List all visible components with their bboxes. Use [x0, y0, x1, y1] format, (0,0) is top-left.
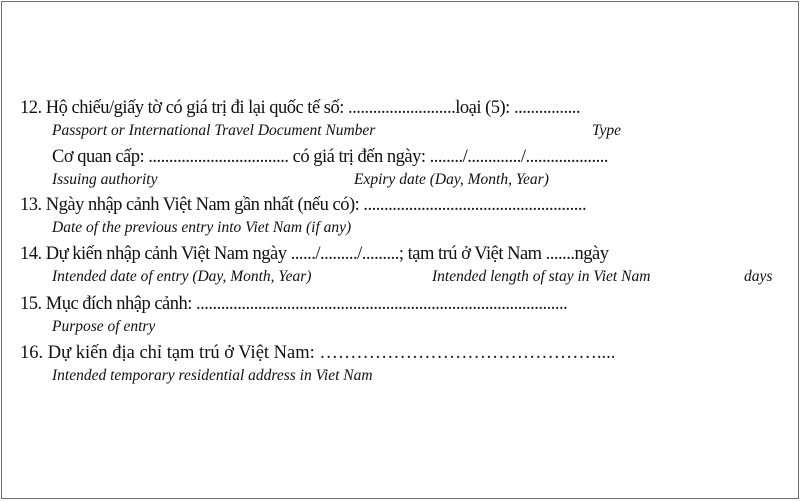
item-14-line: 14. Dự kiến nhập cảnh Việt Nam ngày ....../........./.........; tạm trú ở Việt Nam .......ngày	[20, 244, 609, 264]
item-12-issuing-line: Cơ quan cấp: .................................. có giá trị đến ngày: ......../............./....................	[52, 147, 608, 167]
item-15-line: 15. Mục đích nhập cảnh: ..........................................................................................	[20, 294, 568, 314]
item-16-label-en: Intended temporary residential address in Viet Nam	[52, 367, 373, 384]
item-12-passport-line: 12. Hộ chiếu/giấy tờ có giá trị đi lại quốc tế số: ..........................loại (5): ................	[20, 98, 580, 118]
item-12-type-label-en: Type	[592, 122, 621, 139]
item-15-label-en: Purpose of entry	[52, 318, 156, 335]
item-14-date-label-en: Intended date of entry (Day, Month, Year)	[52, 268, 312, 285]
item-12-expiry-label-en: Expiry date (Day, Month, Year)	[354, 171, 549, 188]
item-13-line: 13. Ngày nhập cảnh Việt Nam gần nhất (nếu có): ......................................................	[20, 195, 587, 215]
item-14-days-label-en: days	[744, 268, 773, 285]
item-12-passport-label-en: Passport or International Travel Document Number	[52, 122, 376, 139]
form-page	[1, 1, 799, 499]
item-14-stay-label-en: Intended length of stay in Viet Nam	[432, 268, 651, 285]
item-13-label-en: Date of the previous entry into Viet Nam (if any)	[52, 219, 352, 236]
item-12-issuing-label-en: Issuing authority	[52, 171, 158, 188]
item-16-line: 16. Dự kiến địa chỉ tạm trú ở Việt Nam: ………………………………………....	[20, 343, 616, 363]
